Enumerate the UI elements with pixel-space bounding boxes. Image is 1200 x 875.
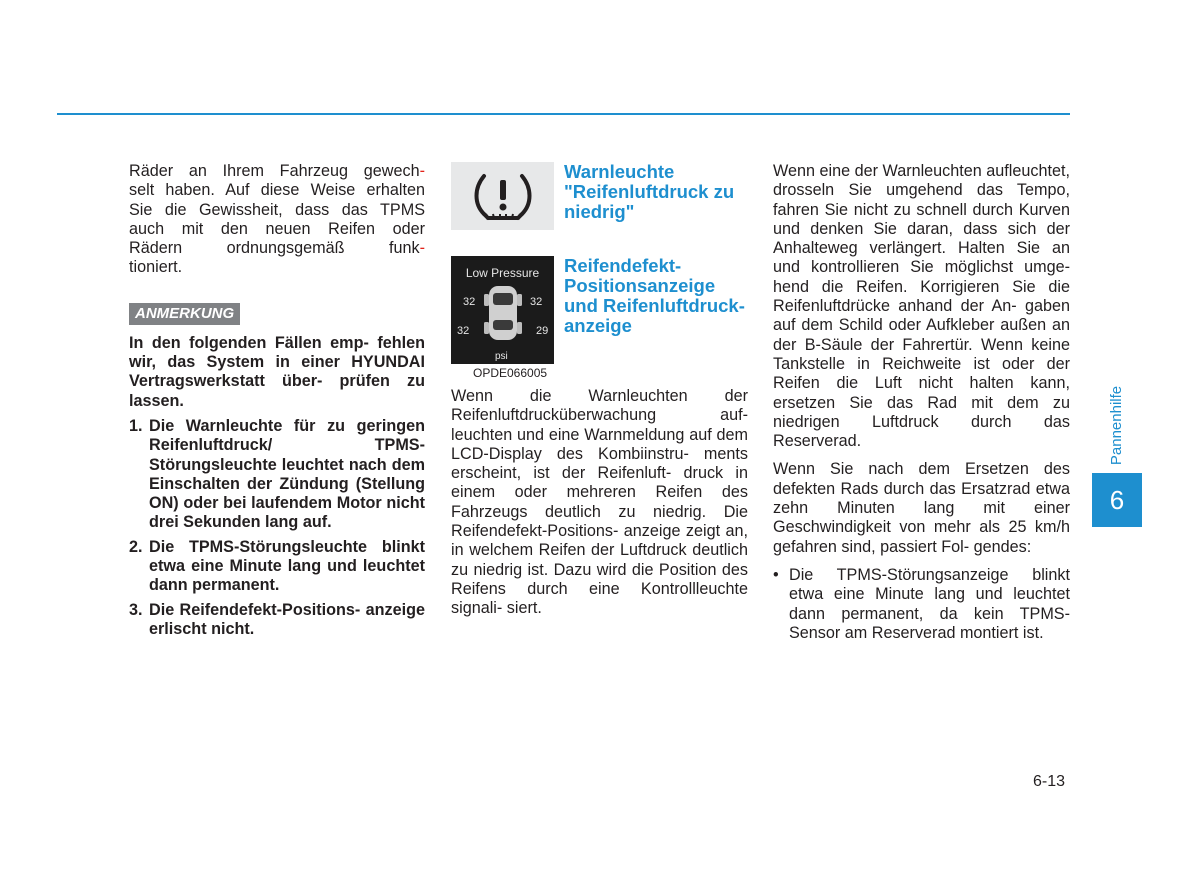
chapter-tab: 6 [1092,473,1142,527]
chapter-label: Pannenhilfe [1108,385,1126,465]
pressure-front-left: 32 [463,296,476,308]
note-intro: In den folgenden Fällen emp- fehlen wir, das System in einer HYUNDAI Vertragswerkstatt über- prüfen zu lassen. [129,333,425,410]
pressure-rear-right: 29 [536,325,549,337]
pressure-front-right: 32 [530,296,543,308]
pressure-rear-left: 32 [457,325,470,337]
lcd-display-image [451,256,554,364]
column-middle [451,162,748,628]
list-item: 3. Die Reifendefekt-Positions- anzeige erlischt nicht. [129,600,425,638]
tire-pressure-warning-icon [451,162,554,230]
lcd-title: Low Pressure [465,266,540,280]
header-rule [57,113,1070,115]
list-item: 2. Die TPMS-Störungsleuchte blinkt etwa eine Minute lang und leuchtet dann permanent. [129,537,425,595]
body-paragraph-2: Wenn Sie nach dem Ersetzen des defekten Rads durch das Ersatzrad etwa zehn Minuten lang mit einer Geschwindigkeit von mehr als 25 km/h gefahren sind, passiert Fol- gendes: [773,460,1070,556]
list-item: 1. Die Warnleuchte für zu geringen Reifenluftdruck/ TPMS-Störungsleuchte leuchtet nach dem Einschalten der Zündung (Stellung ON) oder bei laufendem Motor nicht drei Sekunden lang auf. [129,416,425,532]
position-indicator-block [451,256,748,364]
position-indicator-heading: Reifendefekt- Positionsanzeige und Reifenluftdruck- anzeige [564,255,745,336]
intro-paragraph: Räder an Ihrem Fahrzeug gewech- selt haben. Auf diese Weise erhalten Sie die Gewissheit, dass das TPMS auch mit den neuen Reifen oder Rädern ordnungsgemäß funk- tioniert. [129,162,425,277]
column-left [129,162,425,644]
note-badge: ANMERKUNG [129,303,240,325]
car-top-view-icon [483,284,523,342]
page-number: 6-13 [1033,773,1066,790]
body-paragraph-1: Wenn eine der Warnleuchten aufleuchtet, drosseln Sie umgehend das Tempo, fahren Sie nicht zu schnell durch Kurven und denken Sie daran, dass sich der Anhalteweg verlängert. Halten Sie an und kontrollieren Sie möglichst umge- hend die Reifen. Korrigieren Sie die Reifenluftdrücke anhand der An- gaben auf dem Schild oder Aufkleber außen an der B-Säule der Fahrertür. Wenn keine Tankstelle in Reichweite ist oder der Reifen die Luft nicht halten kann, ersetzen Sie das Rad mit dem zu niedrigen Luftdruck durch das Reserverad. [773,162,1070,451]
column-right [773,162,1070,643]
lcd-unit: psi [495,351,508,362]
list-item: • Die TPMS-Störungsanzeige blinkt etwa eine Minute lang und leuchtet dann permanent, da kein TPMS- Sensor am Reserverad montiert ist. [773,565,1070,642]
warning-light-heading: Warnleuchte "Reifenluftdruck zu niedrig" [564,161,735,222]
bullet-list [773,566,1070,643]
note-steps [129,417,425,639]
body-paragraph: Wenn die Warnleuchten der Reifenluftdrucküberwachung auf- leuchten und eine Warnmeldung auf dem LCD-Display des Kombiinstru- ments erscheint, ist der Reifenluft- druck in einem oder mehreren Reifen des Fahrzeugs deutlich zu niedrig. Die Reifendefekt-Positions- anzeige zeigt an, in welchem Reifen der Luftdruck deutlich zu niedrig ist. Dazu wird die Position des Reifens durch eine Kontrollleuchte signali- siert. [451,387,748,618]
figure-caption: OPDE066005 [473,366,548,380]
warning-light-block [451,162,748,230]
